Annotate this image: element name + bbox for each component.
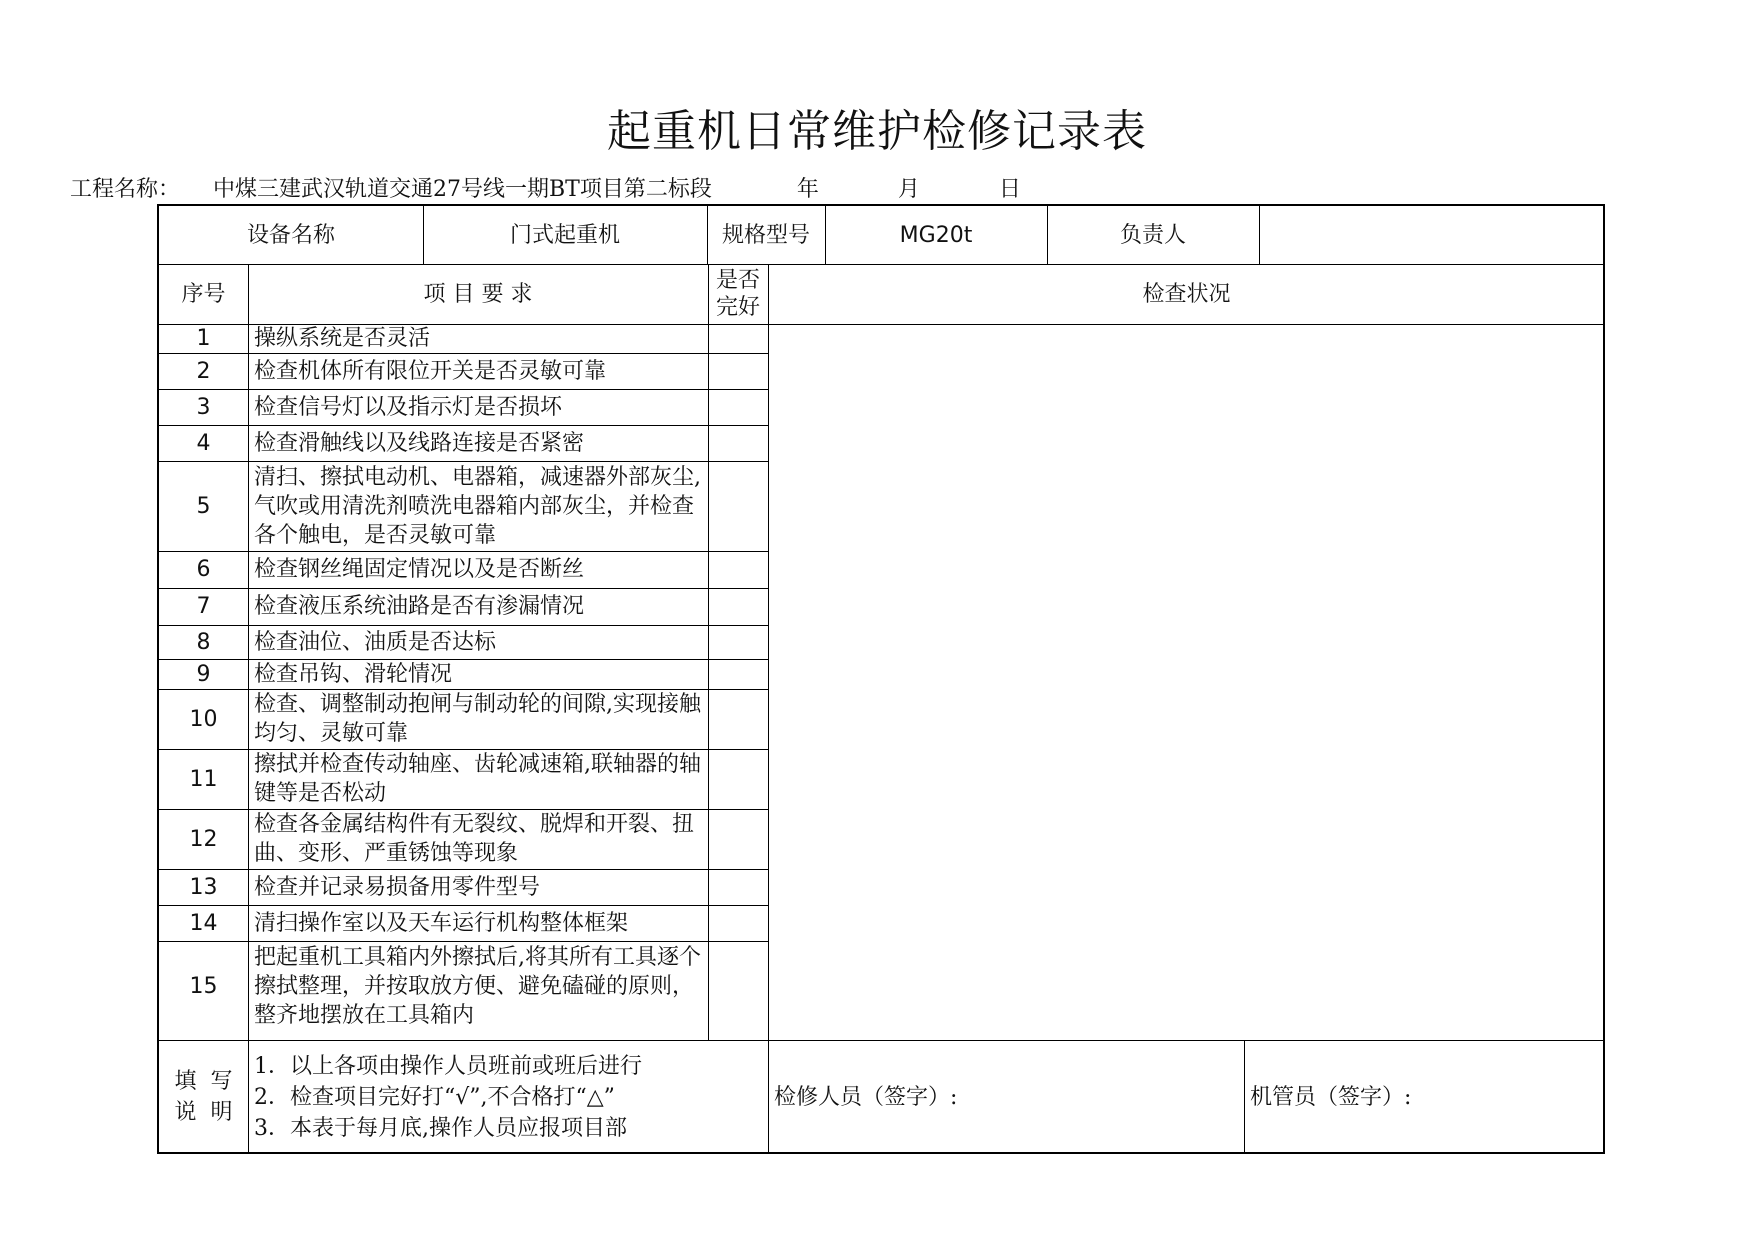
item-requirement: 检查机体所有限位开关是否灵敏可靠 [254, 358, 607, 384]
item-requirement: 把起重机工具箱内外擦拭后,将其所有工具逐个擦拭整理，并按取放方便、避免磕碰的原则，整齐地摆放在工具箱内 [254, 944, 701, 1028]
header-status: 检查状况 [1142, 281, 1231, 307]
item-requirement: 清扫、擦拭电动机、电器箱，减速器外部灰尘,气吹或用清洗剂喷洗电器箱内部灰尘，并检查各个触电，是否灵敏可靠 [254, 464, 701, 548]
item-ok-cell[interactable] [708, 809, 768, 869]
item-number: 5 [196, 493, 211, 519]
item-number: 6 [196, 557, 211, 582]
item-requirement: 检查、调整制动抱闸与制动轮的间隙,实现接触均匀、灵敏可靠 [254, 692, 701, 746]
item-number: 9 [196, 661, 211, 687]
item-requirement: 检查液压系统油路是否有渗漏情况 [254, 594, 585, 619]
day-label: 日 [998, 177, 1021, 202]
item-requirement: 检查滑触线以及线路连接是否紧密 [254, 430, 585, 456]
project-line [70, 172, 1093, 203]
item-ok-cell[interactable] [708, 551, 768, 588]
item-number: 13 [189, 874, 218, 900]
item-ok-cell[interactable] [708, 425, 768, 461]
owner-value[interactable] [1259, 206, 1605, 264]
item-number: 15 [189, 973, 218, 999]
status-area[interactable] [768, 324, 1605, 1040]
item-number: 2 [196, 358, 211, 384]
item-number: 3 [196, 394, 211, 420]
item-ok-cell[interactable] [708, 625, 768, 659]
project-label: 工程名称： [70, 177, 181, 202]
note-line-2: 2．检查项目完好打“√”,不合格打“△” [254, 1084, 615, 1110]
item-requirement: 检查并记录易损备用零件型号 [254, 874, 541, 900]
item-ok-cell[interactable] [708, 324, 768, 353]
repair-signature[interactable]: 检修人员（签字）: [774, 1084, 958, 1110]
item-requirement: 擦拭并检查传动轴座、齿轮减速箱,联轴器的轴键等是否松动 [254, 752, 701, 806]
notes-text [248, 1040, 768, 1154]
item-ok-cell[interactable] [708, 353, 768, 389]
month-label: 月 [897, 177, 920, 202]
item-number: 7 [196, 594, 211, 619]
item-ok-cell[interactable] [708, 905, 768, 941]
item-requirement: 检查各金属结构件有无裂纹、脱焊和开裂、扭曲、变形、严重锈蚀等现象 [254, 812, 695, 866]
item-ok-cell[interactable] [708, 869, 768, 905]
item-number: 4 [196, 430, 211, 456]
item-number: 10 [189, 706, 218, 732]
header-no: 序号 [181, 281, 226, 307]
owner-label: 负责人 [1119, 222, 1186, 248]
header-requirement: 项 目 要 求 [423, 281, 533, 307]
note-line-1: 1．以上各项由操作人员班前或班后进行 [254, 1053, 642, 1079]
item-number: 14 [189, 910, 218, 936]
device-name-value[interactable]: 门式起重机 [509, 222, 620, 248]
item-requirement: 检查钢丝绳固定情况以及是否断丝 [254, 557, 585, 582]
header-ok [708, 264, 768, 324]
notes-label-line2: 说 明 [174, 1100, 233, 1125]
item-requirement: 检查信号灯以及指示灯是否损坏 [254, 394, 563, 420]
maintenance-record-table [157, 204, 1605, 1154]
project-name: 中煤三建武汉轨道交通27号线一期BT项目第二标段 [213, 177, 712, 202]
item-ok-cell[interactable] [708, 689, 768, 749]
header-ok-line1: 是否 [715, 268, 760, 293]
form-title: 起重机日常维护检修记录表 [607, 106, 1147, 157]
item-requirement: 清扫操作室以及天车运行机构整体框架 [254, 910, 629, 936]
model-label: 规格型号 [721, 222, 810, 248]
item-requirement: 操纵系统是否灵活 [254, 326, 431, 351]
note-line-3: 3．本表于每月底,操作人员应报项目部 [254, 1115, 627, 1141]
header-ok-line2: 完好 [715, 295, 760, 320]
item-ok-cell[interactable] [708, 941, 768, 1031]
model-value[interactable]: MG20t [899, 222, 973, 248]
item-requirement: 检查油位、油质是否达标 [254, 629, 497, 655]
item-ok-cell[interactable] [708, 659, 768, 689]
item-number: 1 [196, 326, 211, 351]
item-number: 12 [189, 826, 218, 852]
notes-label-line1: 填 写 [174, 1069, 233, 1094]
item-requirement: 检查吊钩、滑轮情况 [254, 661, 453, 687]
item-ok-cell[interactable] [708, 749, 768, 809]
item-number: 8 [196, 629, 211, 655]
item-ok-cell[interactable] [708, 389, 768, 425]
year-label: 年 [796, 177, 819, 202]
device-name-label: 设备名称 [246, 222, 335, 248]
item-number: 11 [189, 766, 218, 792]
item-ok-cell[interactable] [708, 461, 768, 551]
date-fields [797, 172, 1093, 203]
notes-label [159, 1040, 248, 1154]
manager-signature[interactable]: 机管员（签字）: [1250, 1084, 1412, 1110]
item-ok-cell[interactable] [708, 588, 768, 625]
